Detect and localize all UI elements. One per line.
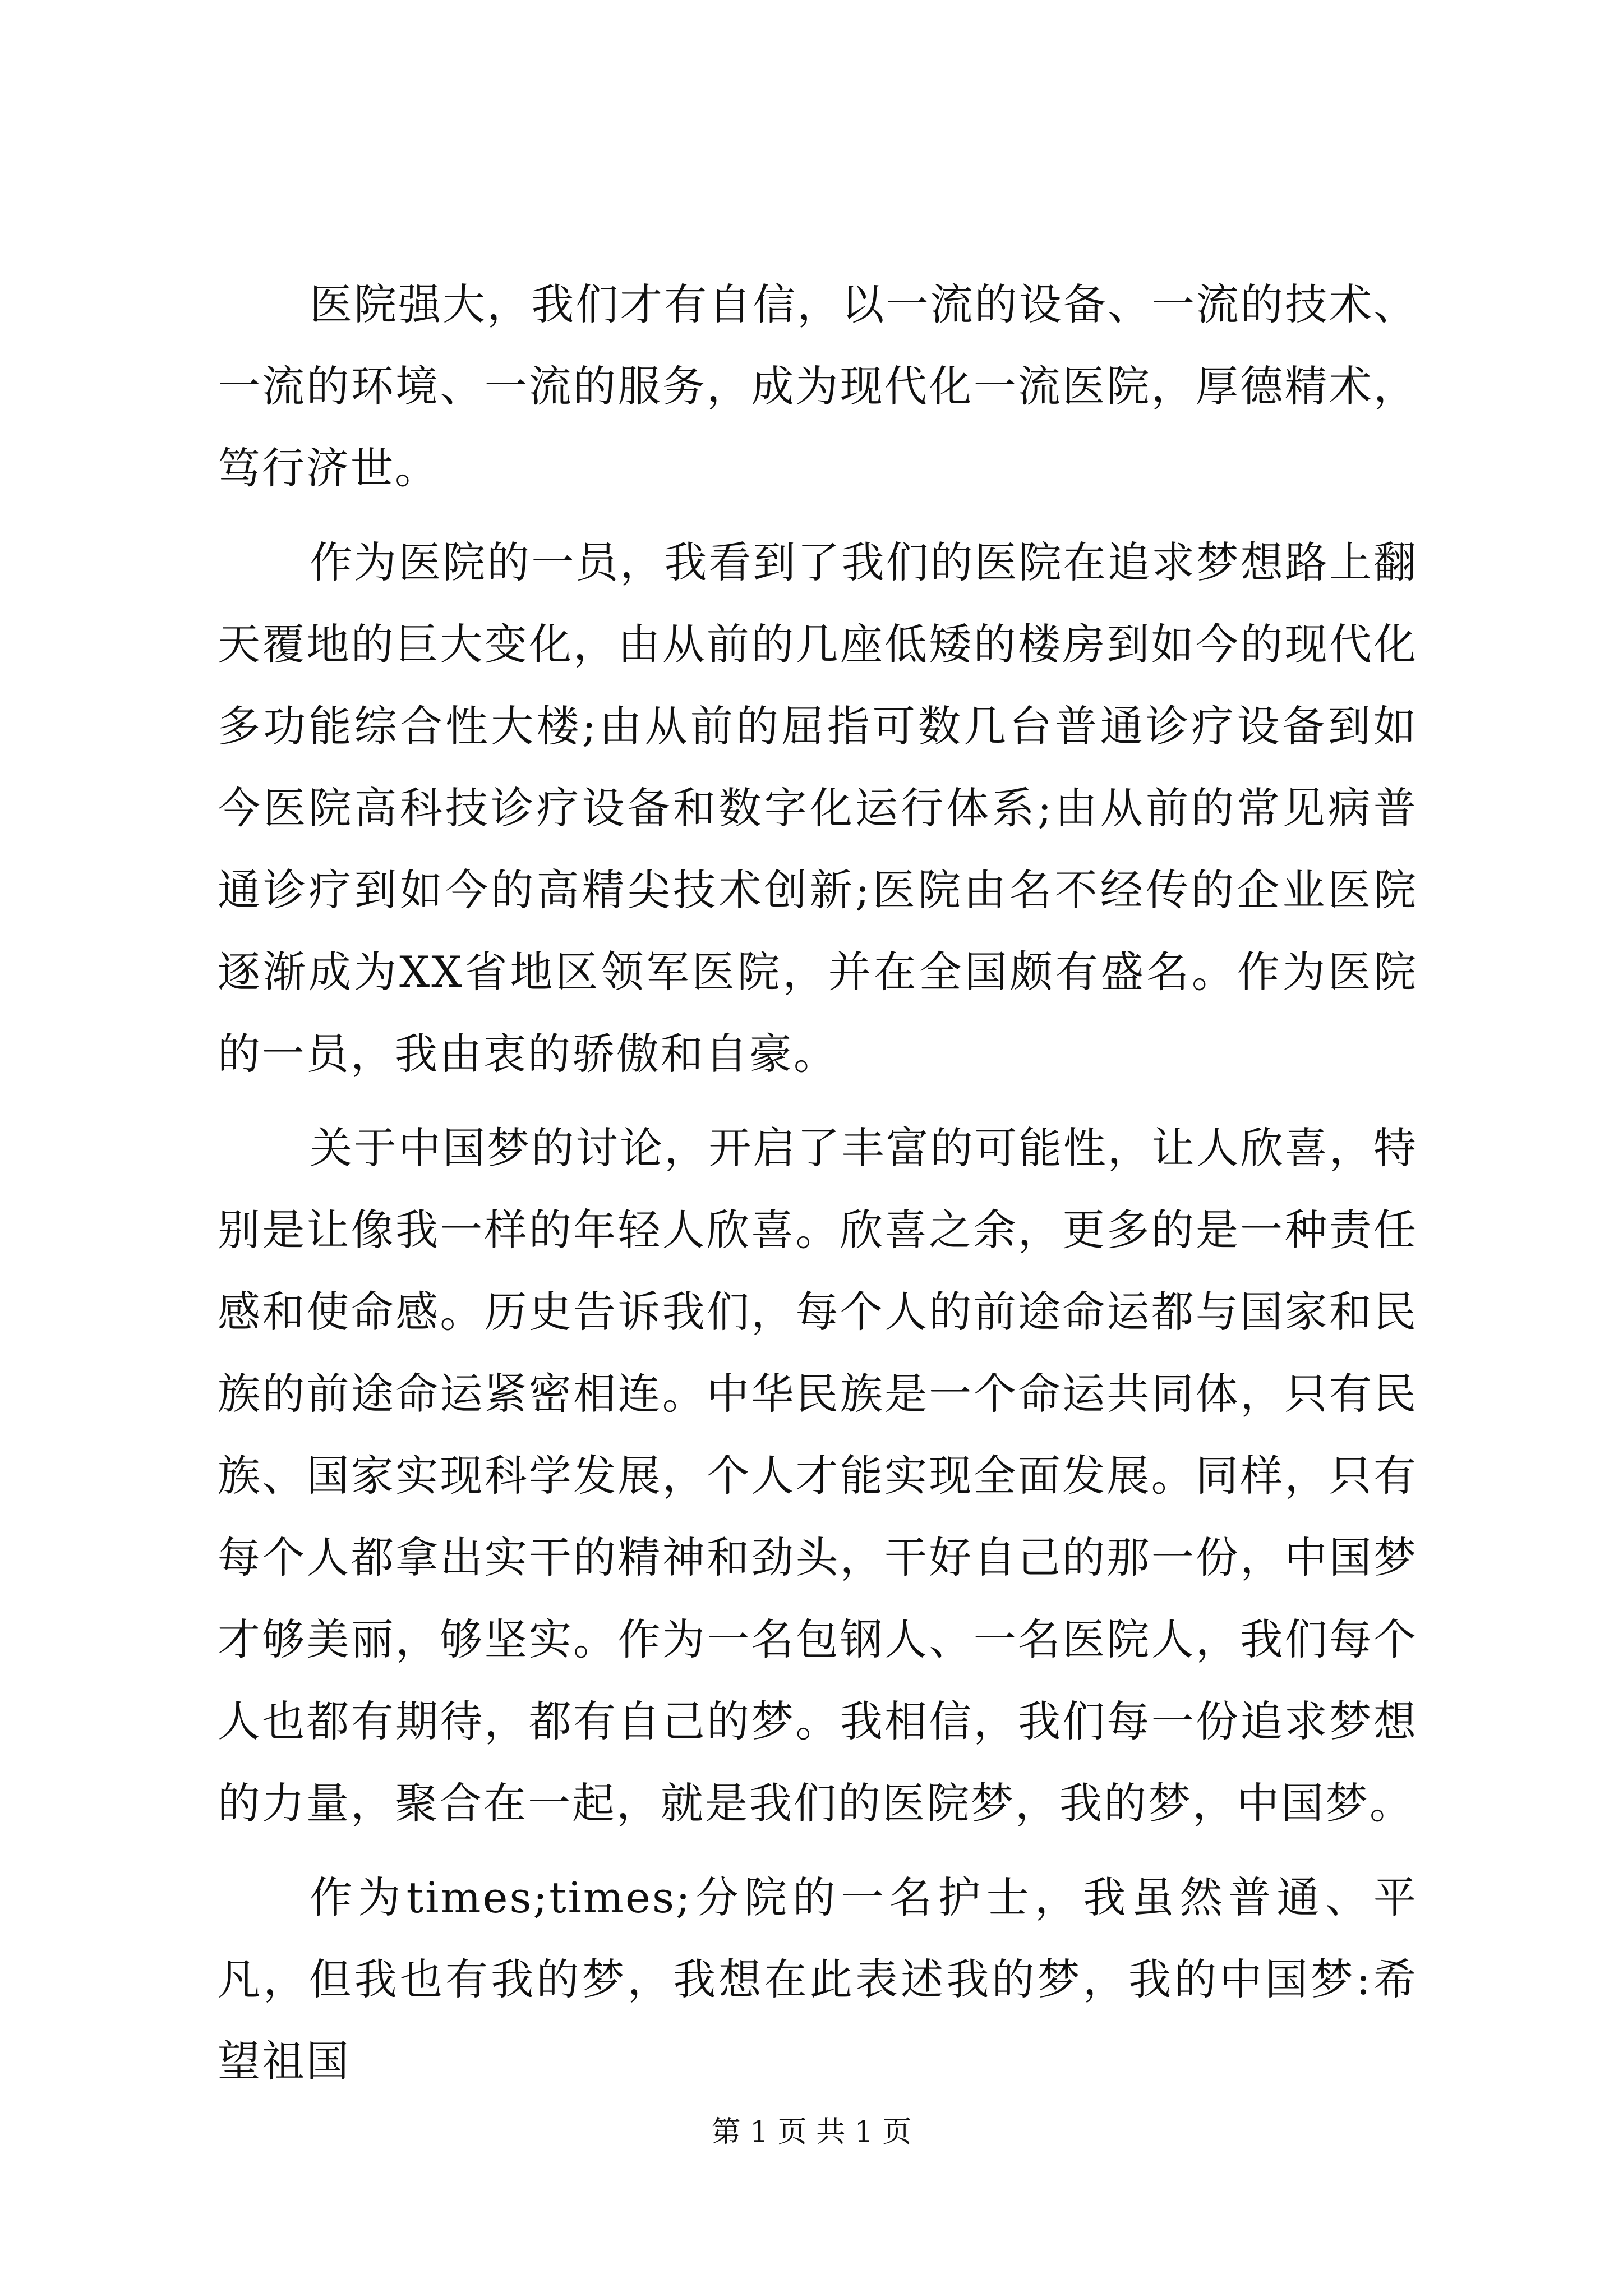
paragraph-3: 关于中国梦的讨论，开启了丰富的可能性，让人欣喜，特别是让像我一样的年轻人欣喜。欣喜之余，更多的是一种责任感和使命感。历史告诉我们，每个人的前途命运都与国家和民族的前途命运紧密相连。中华民族是一个命运共同体，只有民族、国家实现科学发展，个人才能实现全面发展。同样，只有每个人都拿出实干的精神和劲头，干好自己的那一份，中国梦才够美丽，够坚实。作为一名包钢人、一名医院人，我们每个人也都有期待，都有自己的梦。我相信，我们每一份追求梦想的力量，聚合在一起，就是我们的医院梦，我的梦，中国梦。	[218, 1123, 1418, 1828]
document-body	[218, 264, 1418, 2115]
paragraph-1: 医院强大，我们才有自信，以一流的设备、一流的技术、一流的环境、一流的服务，成为现代化一流医院，厚德精术，笃行济世。	[218, 279, 1418, 493]
paragraph-2: 作为医院的一员，我看到了我们的医院在追求梦想路上翻天覆地的巨大变化，由从前的几座低矮的楼房到如今的现代化多功能综合性大楼;由从前的屈指可数几台普通诊疗设备到如今医院高科技诊疗设备和数字化运行体系;由从前的常见病普通诊疗到如今的高精尖技术创新;医院由名不经传的企业医院逐渐成为XX省地区领军医院，并在全国颇有盛名。作为医院的一员，我由衷的骄傲和自豪。	[218, 537, 1418, 1079]
paragraph-4: 作为times;times;分院的一名护士，我虽然普通、平凡，但我也有我的梦，我想在此表述我的梦，我的中国梦:希望祖国	[218, 1872, 1418, 2086]
page-footer: 第 1 页 共 1 页	[711, 2115, 912, 2149]
